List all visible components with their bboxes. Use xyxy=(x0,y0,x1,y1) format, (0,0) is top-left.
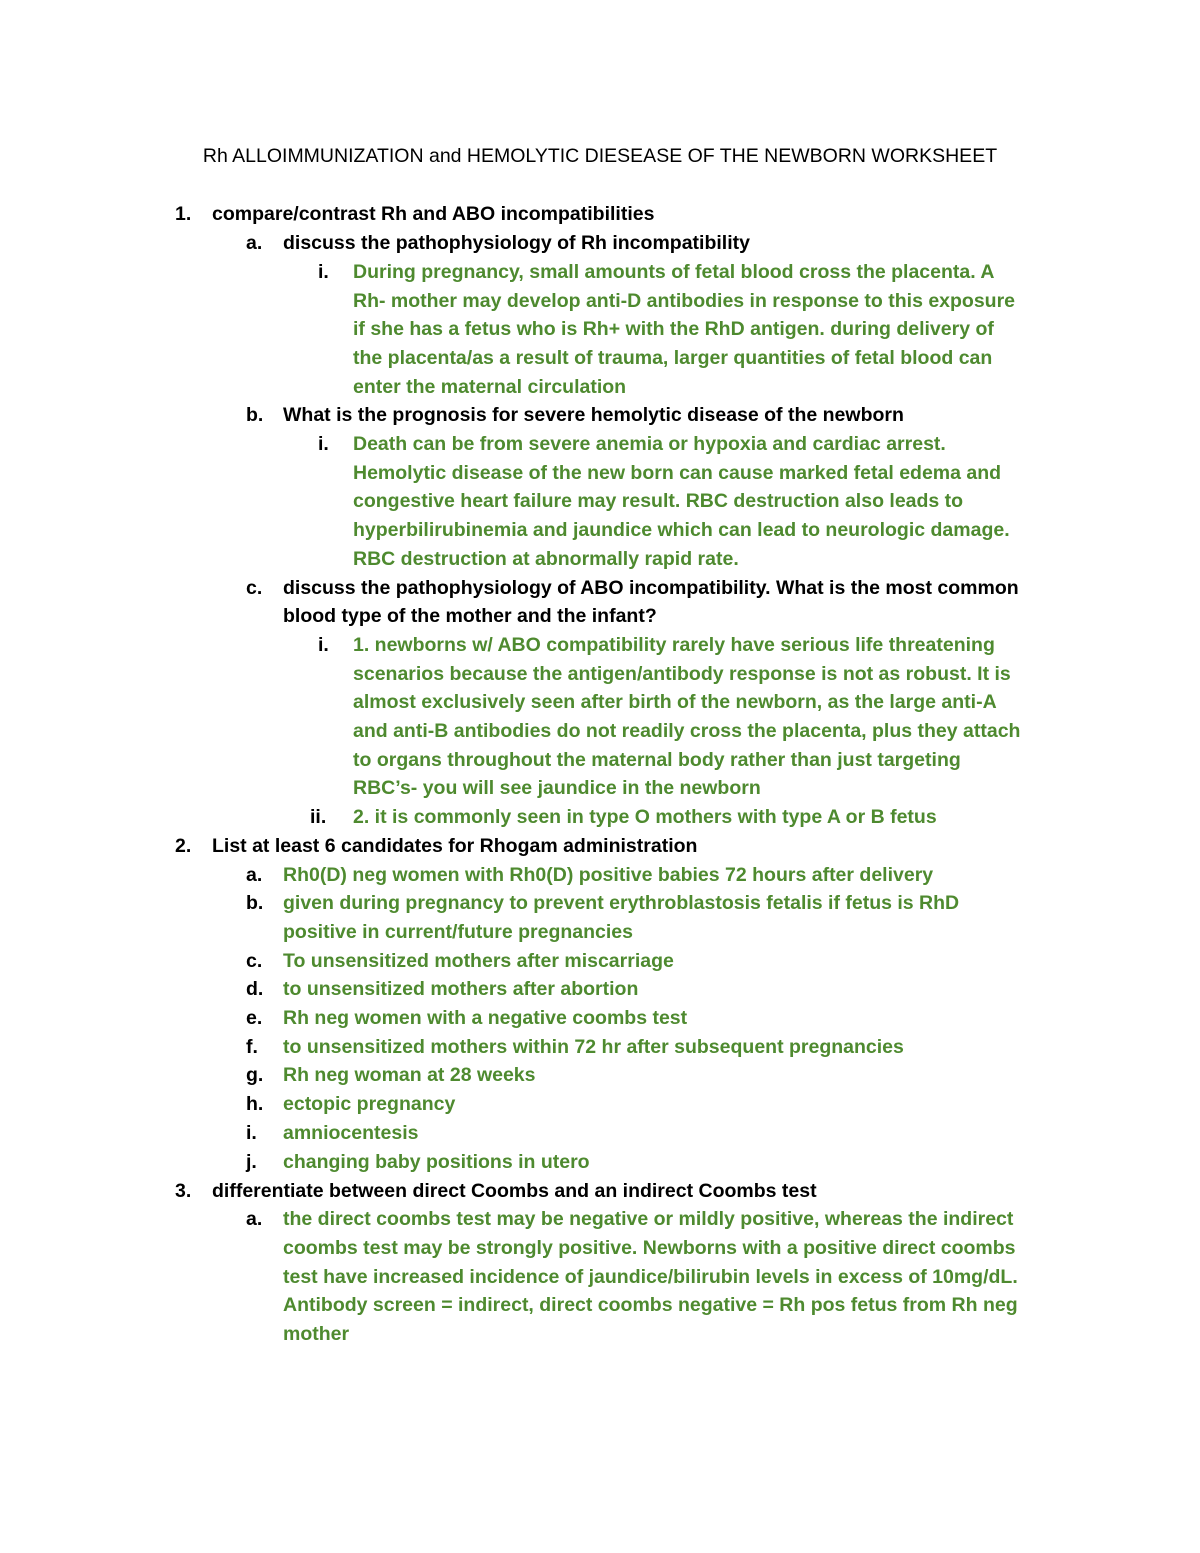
candidate-text: given during pregnancy to prevent erythroblastosis fetalis if fetus is RhD xyxy=(283,892,960,914)
candidate-letter: a. xyxy=(246,864,263,886)
answer-1c-i-line: to organs throughout the maternal body rather than just targeting xyxy=(353,749,961,771)
candidate-text: Rh0(D) neg women with Rh0(D) positive babies 72 hours after delivery xyxy=(283,864,934,886)
question-1b-text: What is the prognosis for severe hemolytic disease of the newborn xyxy=(283,404,904,426)
answer-3a-line: Antibody screen = indirect, direct coombs negative = Rh pos fetus from Rh neg xyxy=(283,1294,1018,1316)
candidate-letter: e. xyxy=(246,1007,263,1029)
answer-1c-i-line: and anti-B antibodies do not readily cross the placenta, plus they attach xyxy=(353,720,1021,742)
answer-1b-line: Death can be from severe anemia or hypoxia and cardiac arrest. xyxy=(353,433,946,455)
question-1c-text: blood type of the mother and the infant? xyxy=(283,605,657,627)
answer-1a-line: enter the maternal circulation xyxy=(353,376,627,398)
answer-1c-i-line: scenarios because the antigen/antibody response is not as robust. It is xyxy=(353,663,1011,685)
candidate-text: positive in current/future pregnancies xyxy=(283,921,633,943)
candidate-text: changing baby positions in utero xyxy=(283,1151,590,1173)
candidate-letter: h. xyxy=(246,1093,264,1115)
candidate-text: to unsensitized mothers within 72 hr after subsequent pregnancies xyxy=(283,1036,904,1058)
answer-1c-ii-line: 2. it is commonly seen in type O mothers with type A or B fetus xyxy=(353,806,937,828)
page-title: Rh ALLOIMMUNIZATION and HEMOLYTIC DIESEASE OF THE NEWBORN WORKSHEET xyxy=(202,145,998,167)
question-2-number: 2. xyxy=(175,835,192,857)
answer-1c-i-numeral: i. xyxy=(318,634,329,656)
candidate-letter: b. xyxy=(246,892,264,914)
candidate-letter: d. xyxy=(246,978,264,1000)
question-1a-letter: a. xyxy=(246,232,263,254)
question-1b-letter: b. xyxy=(246,404,264,426)
answer-3a-line: coombs test may be strongly positive. Newborns with a positive direct coombs xyxy=(283,1237,1016,1259)
question-1c-letter: c. xyxy=(246,577,263,599)
answer-1a-numeral: i. xyxy=(318,261,329,283)
question-1a-text: discuss the pathophysiology of Rh incompatibility xyxy=(283,232,750,254)
answer-1c-i-line: almost exclusively seen after birth of the newborn, as the large anti-A xyxy=(353,691,997,713)
answer-1b-line: congestive heart failure may result. RBC destruction also leads to xyxy=(353,490,964,512)
answer-3a-line: mother xyxy=(283,1323,350,1345)
question-3-number: 3. xyxy=(175,1180,192,1202)
candidate-text: to unsensitized mothers after abortion xyxy=(283,978,639,1000)
candidate-letter: g. xyxy=(246,1064,264,1086)
candidate-text: To unsensitized mothers after miscarriage xyxy=(283,950,674,972)
question-2-text: List at least 6 candidates for Rhogam administration xyxy=(212,835,698,857)
question-1-text: compare/contrast Rh and ABO incompatibilities xyxy=(212,203,655,225)
answer-3a-line: the direct coombs test may be negative or mildly positive, whereas the indirect xyxy=(283,1208,1014,1230)
candidate-text: Rh neg woman at 28 weeks xyxy=(283,1064,536,1086)
answer-1a-line: the placenta/as a result of trauma, larger quantities of fetal blood can xyxy=(353,347,993,369)
candidate-letter: i. xyxy=(246,1122,257,1144)
candidate-text: Rh neg women with a negative coombs test xyxy=(283,1007,688,1029)
candidate-letter: f. xyxy=(246,1036,258,1058)
answer-1a-line: During pregnancy, small amounts of fetal blood cross the placenta. A xyxy=(353,261,995,283)
answer-3a-letter: a. xyxy=(246,1208,263,1230)
question-1c-text: discuss the pathophysiology of ABO incompatibility. What is the most common xyxy=(283,577,1019,599)
answer-1b-line: Hemolytic disease of the new born can cause marked fetal edema and xyxy=(353,462,1002,484)
question-1-number: 1. xyxy=(175,203,192,225)
answer-1c-i-line: 1. newborns w/ ABO compatibility rarely have serious life threatening xyxy=(353,634,995,656)
answer-1c-ii-numeral: ii. xyxy=(310,806,327,828)
candidate-text: amniocentesis xyxy=(283,1122,419,1144)
candidate-text: ectopic pregnancy xyxy=(283,1093,456,1115)
answer-1a-line: Rh- mother may develop anti-D antibodies in response to this exposure xyxy=(353,290,1016,312)
answer-1b-numeral: i. xyxy=(318,433,329,455)
answer-1a-line: if she has a fetus who is Rh+ with the RhD antigen. during delivery of xyxy=(353,318,994,340)
question-3-text: differentiate between direct Coombs and an indirect Coombs test xyxy=(212,1180,817,1202)
answer-1b-line: hyperbilirubinemia and jaundice which can lead to neurologic damage. xyxy=(353,519,1010,541)
answer-3a-line: test have increased incidence of jaundice/bilirubin levels in excess of 10mg/dL. xyxy=(283,1266,1018,1288)
answer-1c-i-line: RBC’s- you will see jaundice in the newborn xyxy=(353,777,761,799)
answer-1b-line: RBC destruction at abnormally rapid rate. xyxy=(353,548,739,570)
candidate-letter: j. xyxy=(246,1151,257,1173)
candidate-letter: c. xyxy=(246,950,263,972)
